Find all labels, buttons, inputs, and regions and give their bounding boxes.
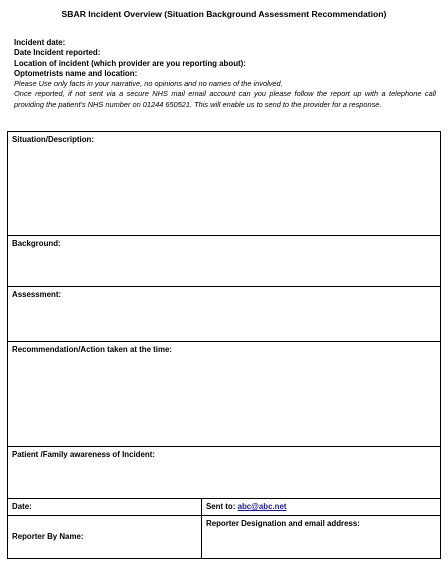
sbar-form-table <box>7 131 441 559</box>
assessment-label: Assessment: <box>12 290 62 299</box>
optometrist-label: Optometrists name and location: <box>14 68 138 78</box>
facts-note: Please Use only facts in your narrative, no opinions and no names of the involved. <box>14 79 283 89</box>
patient-awareness-label: Patient /Family awareness of Incident: <box>12 450 155 459</box>
sent-to-label: Sent to: <box>206 502 236 511</box>
reporter-name-field[interactable] <box>8 516 202 559</box>
reporter-name-label: Reporter By Name: <box>12 532 84 541</box>
recommendation-field[interactable] <box>8 342 441 447</box>
location-label: Location of incident (which provider are you reporting about): <box>14 58 246 68</box>
intro-section <box>14 38 436 110</box>
incident-date-label: Incident date: <box>14 38 66 47</box>
date-label: Date: <box>12 502 32 511</box>
situation-label: Situation/Description: <box>12 135 94 144</box>
document-title: SBAR Incident Overview (Situation Background Assessment Recommendation) <box>61 9 387 19</box>
recommendation-label: Recommendation/Action taken at the time: <box>12 345 173 354</box>
situation-field[interactable] <box>8 132 441 236</box>
patient-awareness-field[interactable] <box>8 447 441 499</box>
reporter-designation-field[interactable] <box>202 516 441 559</box>
sent-to-field <box>202 499 441 516</box>
date-field[interactable] <box>8 499 202 516</box>
reporter-designation-label: Reporter Designation and email address: <box>206 519 360 528</box>
date-reported-label: Date Incident reported: <box>14 48 101 58</box>
assessment-field[interactable] <box>8 287 441 342</box>
background-label: Background: <box>12 239 61 248</box>
background-field[interactable] <box>8 236 441 287</box>
followup-note: Once reported, if not sent via a secure NHS mail email account can you please follow the report up with a telephone call providing the patient's NHS number on 01244 650521. This will enable us to send to the provider for a response. <box>14 89 436 109</box>
sent-to-email-link[interactable]: abc@abc.net <box>237 502 287 511</box>
